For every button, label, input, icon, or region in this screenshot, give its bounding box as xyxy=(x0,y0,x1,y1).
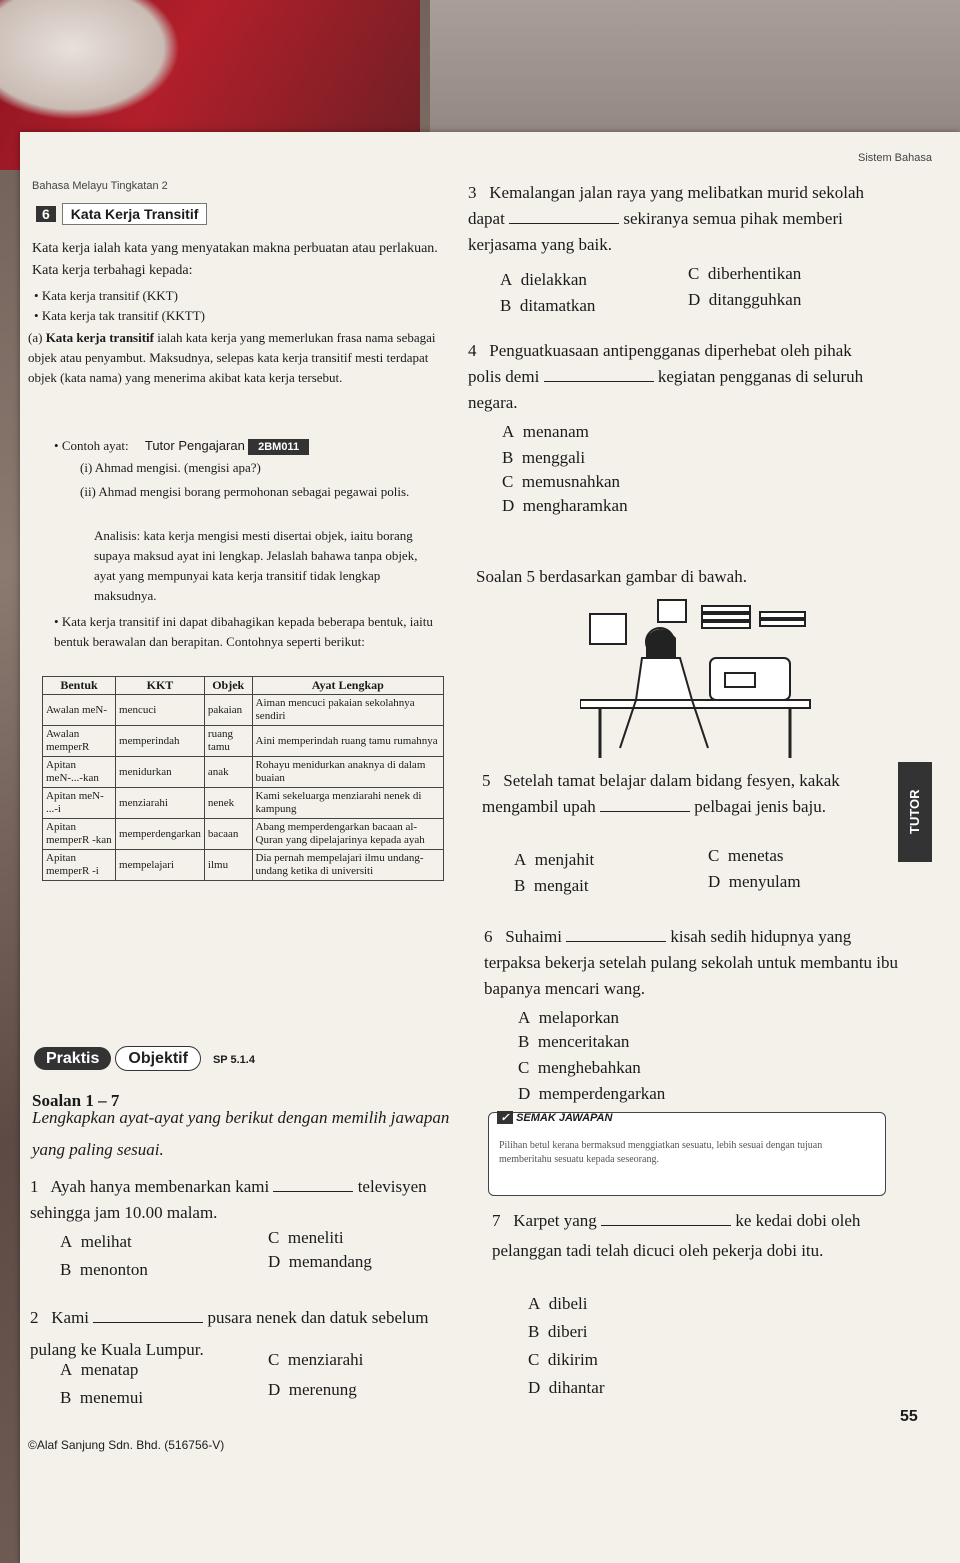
question-text-post: pusara nenek dan datuk sebelum pulang ke Kuala Lumpur. xyxy=(30,1308,429,1359)
tutor-code-badge: 2BM011 xyxy=(248,439,309,455)
option-text: ditangguhkan xyxy=(708,290,802,309)
cell-ayat: Aiman mencuci pakaian sekolahnya sendiri xyxy=(252,695,443,726)
table-header-row xyxy=(43,677,444,695)
answer-blank xyxy=(566,941,666,942)
background-white-cloth xyxy=(0,0,180,120)
q3-option-d[interactable]: D ditangguhkan xyxy=(688,290,802,309)
table-row xyxy=(43,695,444,726)
bullet-text: Kata kerja tak transitif (KKTT) xyxy=(41,308,205,323)
option-text: ditamatkan xyxy=(519,296,596,315)
answer-blank xyxy=(600,811,690,812)
cell-bentuk: Awalan meN- xyxy=(43,695,116,726)
table-row xyxy=(43,819,444,850)
cell-kkt: menidurkan xyxy=(116,757,205,788)
cell-kkt: menziarahi xyxy=(116,788,205,819)
cell-bentuk: Apitan memperR -i xyxy=(43,850,116,881)
q1-option-a[interactable]: A melihat xyxy=(60,1232,132,1251)
q5-option-d[interactable]: D menyulam xyxy=(708,872,801,891)
cell-kkt: memperindah xyxy=(116,726,205,757)
q5-option-b[interactable]: B mengait xyxy=(514,876,589,895)
option-text: melihat xyxy=(80,1232,132,1251)
header-right: Sistem Bahasa xyxy=(858,152,932,164)
intro-bullet-kktt: • Kata kerja tak transitif (KKTT) xyxy=(34,308,205,323)
answer-blank xyxy=(273,1191,353,1192)
semak-title-text: SEMAK JAWAPAN xyxy=(516,1112,613,1124)
q3-option-c[interactable]: C diberhentikan xyxy=(688,264,802,283)
question-number: 5 xyxy=(482,771,491,790)
praktis-heading xyxy=(34,1050,255,1068)
q2-option-d[interactable]: D merenung xyxy=(268,1380,357,1399)
option-text: menyulam xyxy=(728,872,801,891)
answer-blank xyxy=(93,1322,203,1323)
question-text-post: ke kedai dobi oleh pelanggan tadi telah dicuci oleh pekerja dobi itu. xyxy=(492,1211,861,1260)
cell-ayat: Dia pernah mempelajari ilmu undang-undang ketika di universiti xyxy=(252,850,443,881)
question-text-pre: Kami xyxy=(51,1308,90,1327)
section-title: Kata Kerja Transitif xyxy=(62,203,208,225)
praktis-label: Praktis xyxy=(34,1047,111,1070)
q1-option-c[interactable]: C meneliti xyxy=(268,1228,344,1247)
cell-objek: bacaan xyxy=(204,819,252,850)
question-2 xyxy=(30,1302,460,1366)
definition-term: Kata kerja transitif xyxy=(45,330,154,345)
table-header: Ayat Lengkap xyxy=(252,677,443,695)
question-text-post: kegiatan pengganas di seluruh negara. xyxy=(468,367,864,412)
semak-text: Pilihan betul kerana bermaksud menggiatkan sesuatu, lebih sesuai dengan tujuan memberitahu sesuatu kepada seseorang. xyxy=(499,1140,823,1165)
cell-kkt: mencuci xyxy=(116,695,205,726)
analisis-text: Analisis: kata kerja mengisi mesti disertai objek, iaitu borang supaya maksud ayat ini lengkap. Jelaslah bahawa tanpa objek, ayat yang mempunyai kata kerja transitif tidak lengkap maksudnya. xyxy=(94,528,418,603)
q2-option-b[interactable]: B menemui xyxy=(60,1388,144,1407)
option-text: menggali xyxy=(521,448,586,467)
definition-label: (a) xyxy=(28,330,43,345)
question-text-post: televisyen sehingga jam 10.00 malam. xyxy=(30,1177,427,1222)
option-text: menceritakan xyxy=(537,1032,630,1051)
header-left: Bahasa Melayu Tingkatan 2 xyxy=(32,180,168,192)
cell-kkt: mempelajari xyxy=(116,850,205,881)
question-text-pre: Kemalangan jalan raya yang melibatkan murid sekolah dapat xyxy=(468,183,865,228)
table-header: Objek xyxy=(204,677,252,695)
q7-option-a[interactable]: A dibeli xyxy=(528,1294,588,1313)
question-3 xyxy=(468,180,878,258)
contoh-line: • Contoh ayat: Tutor Pengajaran 2BM011 xyxy=(54,436,444,457)
cell-objek: ruang tamu xyxy=(204,726,252,757)
soalan-range: Soalan 1 – 7 xyxy=(32,1091,120,1110)
question-6 xyxy=(484,924,904,1002)
sewing-woman-illustration xyxy=(580,598,830,768)
option-text: menjahit xyxy=(534,850,595,869)
q6-option-c[interactable]: C menghebahkan xyxy=(518,1058,641,1077)
question-text-post: kisah sedih hidupnya yang terpaksa bekerja setelah pulang sekolah untuk membantu ibu bapanya mencari wang. xyxy=(484,927,899,998)
question-number: 3 xyxy=(468,183,477,202)
question-5 xyxy=(482,768,902,820)
cell-bentuk: Apitan memperR -kan xyxy=(43,819,116,850)
answer-blank xyxy=(544,381,654,382)
sp-code: SP 5.1.4 xyxy=(212,1054,255,1066)
table-row xyxy=(43,757,444,788)
contoh-label: Contoh ayat: xyxy=(61,438,129,453)
kkt-table xyxy=(42,676,444,881)
cell-objek: ilmu xyxy=(204,850,252,881)
option-text: menemui xyxy=(79,1388,144,1407)
table-header: KKT xyxy=(116,677,205,695)
question-text-post: pelbagai jenis baju. xyxy=(694,797,826,816)
bullet-text: Kata kerja transitif ini dapat dibahagikan kepada beberapa bentuk, iaitu bentuk berawalan dan berapitan. Contohnya seperti berikut: xyxy=(54,614,433,649)
table-row xyxy=(43,726,444,757)
table-row xyxy=(43,850,444,881)
q6-option-a[interactable]: A melaporkan xyxy=(518,1008,620,1027)
q2-option-c[interactable]: C menziarahi xyxy=(268,1350,364,1369)
cell-bentuk: Apitan meN-...-kan xyxy=(43,757,116,788)
question-text-pre: Penguatkuasaan antipengganas diperhebat oleh pihak polis demi xyxy=(468,341,852,386)
q7-option-c[interactable]: C dikirim xyxy=(528,1350,598,1369)
page-number: 55 xyxy=(900,1408,918,1425)
q5-option-c[interactable]: C menetas xyxy=(708,846,784,865)
cell-bentuk: Apitan meN- ...-i xyxy=(43,788,116,819)
q3-option-a[interactable]: A dielakkan xyxy=(500,270,587,289)
cell-ayat: Kami sekeluarga menziarahi nenek di kampung xyxy=(252,788,443,819)
section-heading xyxy=(36,206,207,222)
question-number: 6 xyxy=(484,927,493,946)
option-text: menziarahi xyxy=(287,1350,364,1369)
question-4 xyxy=(468,338,878,416)
question-number: 7 xyxy=(492,1211,501,1230)
q1-option-b[interactable]: B menonton xyxy=(60,1260,148,1279)
footer-copyright: ©Alaf Sanjung Sdn. Bhd. (516756-V) xyxy=(28,1438,225,1452)
option-text: mengait xyxy=(533,876,589,895)
question-number: 1 xyxy=(30,1177,39,1196)
q6-option-b[interactable]: B menceritakan xyxy=(518,1032,630,1051)
intro-bullet-kkt: • Kata kerja transitif (KKT) xyxy=(34,288,178,303)
objektif-label: Objektif xyxy=(115,1046,201,1071)
soalan-5-intro-text: Soalan 5 berdasarkan gambar di bawah. xyxy=(476,567,747,586)
cell-objek: nenek xyxy=(204,788,252,819)
answer-blank xyxy=(509,223,619,224)
option-text: menanam xyxy=(522,422,589,441)
question-text-pre: Ayah hanya membenarkan kami xyxy=(50,1177,270,1196)
question-1 xyxy=(30,1174,460,1226)
q4-option-b[interactable]: B menggali xyxy=(502,448,586,467)
semak-title xyxy=(497,1111,612,1124)
question-7 xyxy=(492,1206,912,1266)
option-text: menetas xyxy=(727,846,784,865)
question-number: 4 xyxy=(468,341,477,360)
definition-a xyxy=(28,328,442,388)
option-text: dielakkan xyxy=(520,270,587,289)
option-text: merenung xyxy=(288,1380,357,1399)
table-row xyxy=(43,788,444,819)
question-text-pre: Suhaimi xyxy=(505,927,562,946)
check-icon: ✓ xyxy=(497,1111,513,1124)
cell-kkt: memperdengarkan xyxy=(116,819,205,850)
semak-jawapan-box xyxy=(488,1112,886,1196)
option-text: dikirim xyxy=(547,1350,598,1369)
option-text: dibeli xyxy=(548,1294,588,1313)
option-text: menatap xyxy=(80,1360,139,1379)
section-number: 6 xyxy=(36,206,56,222)
option-text: menonton xyxy=(79,1260,148,1279)
cell-objek: anak xyxy=(204,757,252,788)
option-text: menghebahkan xyxy=(537,1058,641,1077)
q4-option-c[interactable]: C memusnahkan xyxy=(502,472,621,491)
option-text: dihantar xyxy=(548,1378,605,1397)
question-text-pre: Setelah tamat belajar dalam bidang fesyen, kakak mengambil upah xyxy=(482,771,840,816)
example-2: (ii) Ahmad mengisi borang permohonan sebagai pegawai polis. xyxy=(80,484,410,499)
table-header: Bentuk xyxy=(43,677,116,695)
q6-option-d[interactable]: D memperdengarkan xyxy=(518,1084,666,1103)
tutor-label: Tutor Pengajaran xyxy=(144,438,245,453)
q3-option-b[interactable]: B ditamatkan xyxy=(500,296,596,315)
q7-option-d[interactable]: D dihantar xyxy=(528,1378,605,1397)
q4-option-d[interactable]: D mengharamkan xyxy=(502,496,628,515)
q1-option-d[interactable]: D memandang xyxy=(268,1252,372,1271)
cell-ayat: Abang memperdengarkan bacaan al-Quran yang dipelajarinya kepada ayah xyxy=(252,819,443,850)
tutor-side-tab: TUTOR xyxy=(898,762,932,862)
cell-objek: pakaian xyxy=(204,695,252,726)
soalan-instruction: Lengkapkan ayat-ayat yang berikut dengan memilih jawapan yang paling sesuai. xyxy=(32,1108,450,1159)
option-text: diberhentikan xyxy=(707,264,802,283)
question-text-post: sekiranya semua pihak memberi kerjasama yang baik. xyxy=(468,209,843,254)
q5-option-a[interactable]: A menjahit xyxy=(514,850,595,869)
textbook-page xyxy=(20,132,960,1563)
bullet-text: Kata kerja transitif (KKT) xyxy=(41,288,178,303)
soalan-5-intro xyxy=(476,564,747,590)
q2-option-a[interactable]: A menatap xyxy=(60,1360,139,1379)
q4-option-a[interactable]: A menanam xyxy=(502,422,589,441)
definition-text: ialah kata kerja yang memerlukan frasa nama sebagai objek atau penyambut. Maksudnya, selepas kata kerja transitif mesti terdapat objek (kata nama) yang menerima akibat kata kerja tersebut. xyxy=(28,330,436,385)
option-text: mengharamkan xyxy=(522,496,628,515)
q7-option-b[interactable]: B diberi xyxy=(528,1322,588,1341)
example-1: (i) Ahmad mengisi. (mengisi apa?) xyxy=(80,460,261,475)
option-text: diberi xyxy=(547,1322,588,1341)
intro-paragraph: Kata kerja ialah kata yang menyatakan makna perbuatan atau perlakuan. Kata kerja terbahagi kepada: xyxy=(32,241,438,278)
cell-ayat: Aini memperindah ruang tamu rumahnya xyxy=(252,726,443,757)
cell-ayat: Rohayu menidurkan anaknya di dalam buaian xyxy=(252,757,443,788)
option-text: memandang xyxy=(288,1252,372,1271)
option-text: melaporkan xyxy=(538,1008,620,1027)
answer-blank xyxy=(601,1225,731,1226)
option-text: memusnahkan xyxy=(521,472,621,491)
question-text-pre: Karpet yang xyxy=(513,1211,597,1230)
option-text: memperdengarkan xyxy=(538,1084,666,1103)
cell-bentuk: Awalan memperR xyxy=(43,726,116,757)
intro-bullet-bentuk: • Kata kerja transitif ini dapat dibahagikan kepada beberapa bentuk, iaitu bentuk berawalan dan berapitan. Contohnya seperti berikut: xyxy=(54,614,433,649)
option-text: meneliti xyxy=(287,1228,344,1247)
question-number: 2 xyxy=(30,1308,39,1327)
